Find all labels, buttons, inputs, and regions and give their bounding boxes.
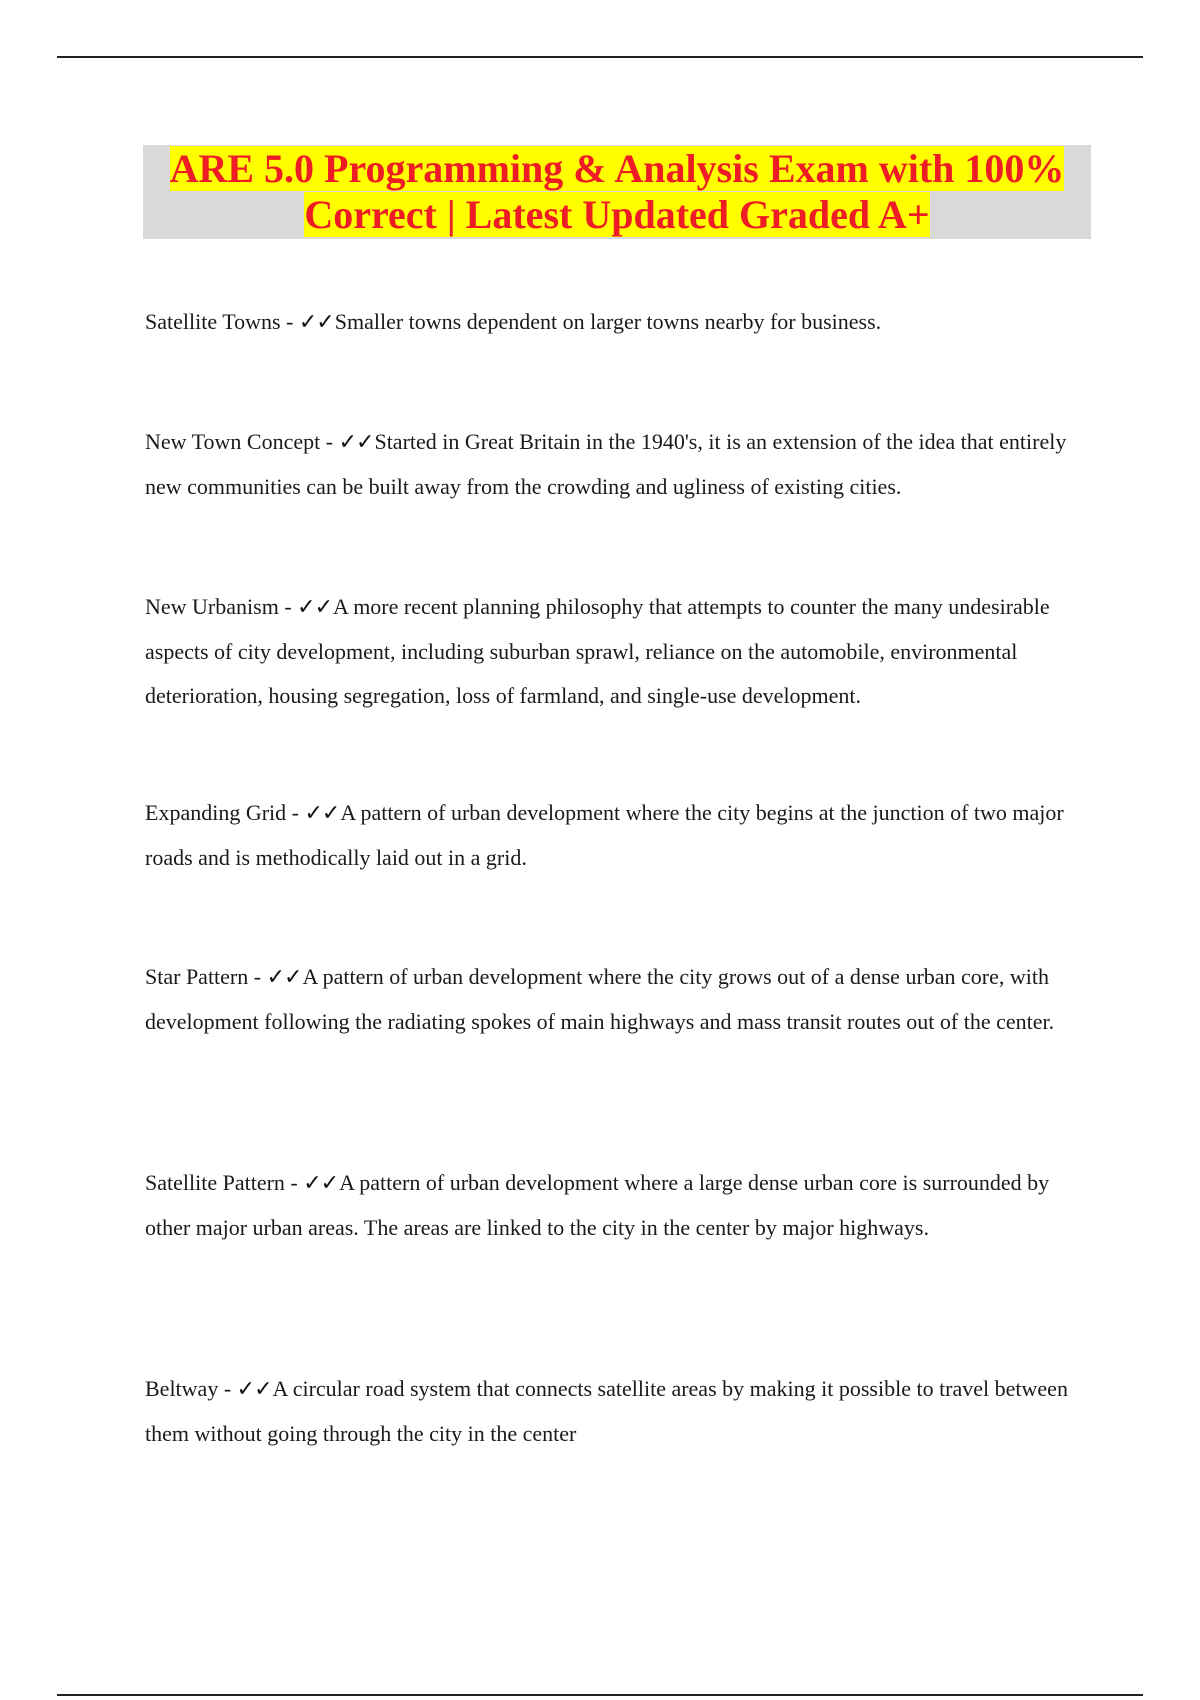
entry-definition: A pattern of urban development where a large dense urban core is surrounded by other major urban areas. The areas are linked to the city in the center by major highways. [145, 1170, 1050, 1240]
entry-term: New Town Concept - [145, 429, 339, 454]
double-check-icon: ✓✓ [303, 1171, 339, 1196]
document-title [143, 145, 1091, 239]
entry-term: Expanding Grid - [145, 800, 304, 825]
entry-definition: Smaller towns dependent on larger towns nearby for business. [334, 309, 882, 334]
entry-definition: Started in Great Britain in the 1940's, it is an extension of the idea that entirely new communities can be built away from the crowding and ugliness of existing cities. [145, 429, 1067, 499]
double-check-icon: ✓✓ [298, 310, 334, 335]
double-check-icon: ✓✓ [236, 1377, 272, 1402]
title-line-2: Correct | Latest Updated Graded A+ [304, 192, 930, 237]
entry-term: Star Pattern - [145, 964, 267, 989]
entry-beltway [145, 1367, 1090, 1456]
bottom-rule [57, 1694, 1143, 1696]
entry-satellite-towns [145, 300, 1090, 345]
double-check-icon: ✓✓ [266, 965, 302, 990]
entry-definition: A pattern of urban development where the city begins at the junction of two major roads and is methodically laid out in a grid. [145, 800, 1064, 870]
entry-definition: A more recent planning philosophy that attempts to counter the many undesirable aspects of city development, including suburban sprawl, reliance on the automobile, environmental deterioration, housing segregation, loss of farmland, and single-use development. [145, 594, 1050, 708]
double-check-icon: ✓✓ [338, 430, 374, 455]
entry-new-urbanism [145, 585, 1090, 718]
entry-definition: A pattern of urban development where the city grows out of a dense urban core, with development following the radiating spokes of main highways and mass transit routes out of the center. [145, 964, 1055, 1034]
entry-satellite-pattern [145, 1161, 1090, 1250]
entry-term: Satellite Pattern - [145, 1170, 303, 1195]
entry-term: Satellite Towns - [145, 309, 299, 334]
entry-term: Beltway - [145, 1376, 237, 1401]
entry-new-town-concept [145, 420, 1090, 509]
entry-expanding-grid [145, 791, 1090, 880]
title-line-1: ARE 5.0 Programming & Analysis Exam with 100% [169, 146, 1065, 191]
entry-definition: A circular road system that connects satellite areas by making it possible to travel between them without going through the city in the center [145, 1376, 1068, 1446]
top-rule [57, 56, 1143, 58]
entry-term: New Urbanism - [145, 594, 297, 619]
double-check-icon: ✓✓ [304, 801, 340, 826]
double-check-icon: ✓✓ [297, 595, 333, 620]
entry-star-pattern [145, 955, 1090, 1044]
